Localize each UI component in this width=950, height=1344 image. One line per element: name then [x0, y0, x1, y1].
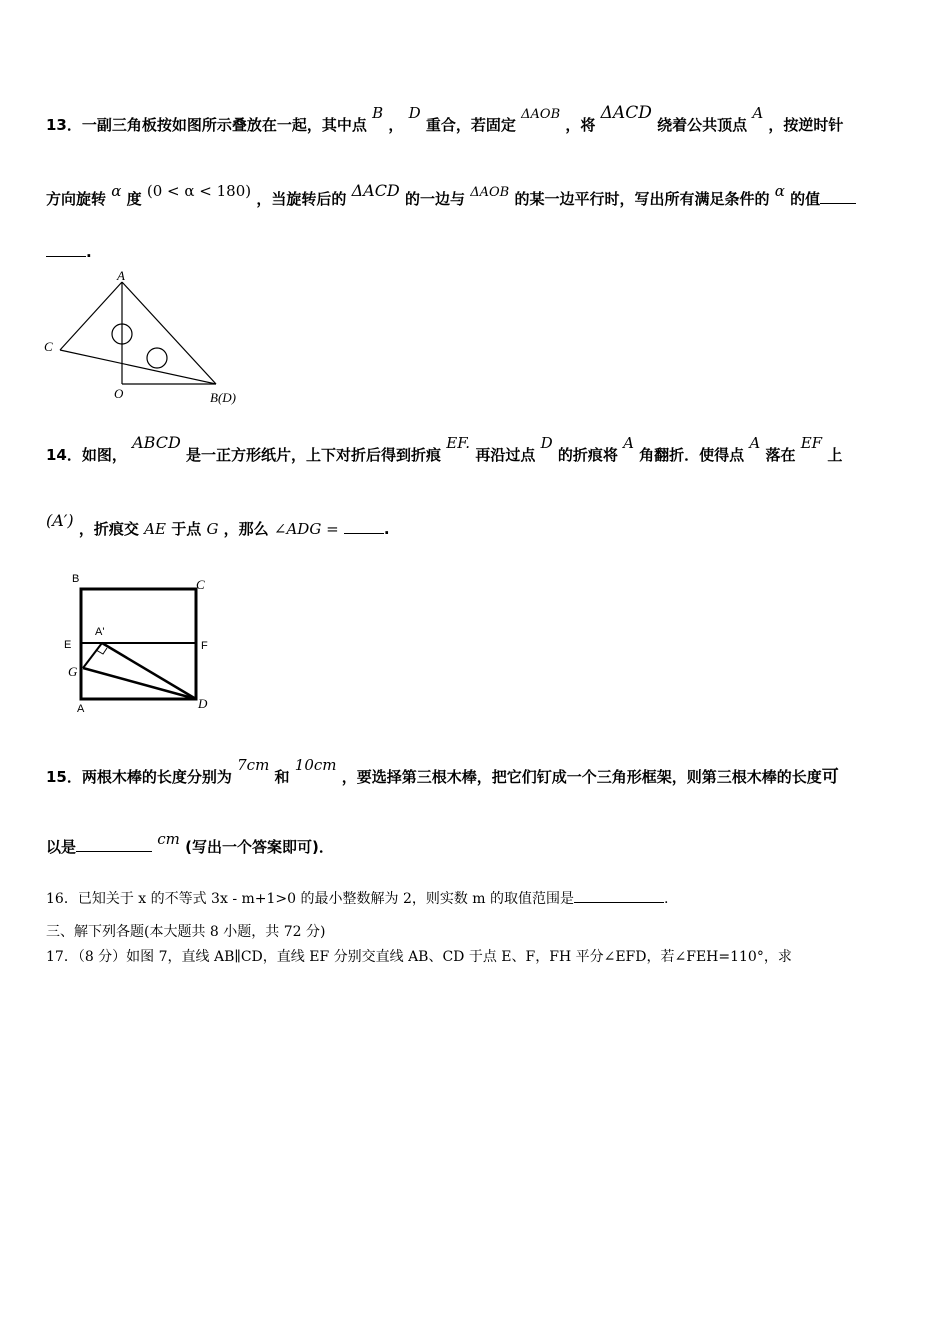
- triangle-aob-2: ΔAOB: [470, 185, 510, 200]
- fig14-label-d: D: [198, 696, 208, 711]
- fig14-label-e: E: [64, 639, 72, 651]
- q16-line: 16．已知关于 x 的不等式 3x - m+1>0 的最小整数解为 2，则实数 m 的取值范围是 .: [46, 888, 668, 908]
- q13-figure: [40, 268, 250, 408]
- fig14-label-a-prime: A': [95, 626, 105, 638]
- answer-blank-14: [344, 519, 384, 534]
- alpha-range: (0 < α < 180): [146, 182, 252, 200]
- fig14-label-g: G: [68, 664, 78, 679]
- segment-ae: AE: [144, 520, 166, 538]
- point-d: D: [408, 104, 421, 122]
- fig13-label-bd: B(D): [210, 390, 236, 405]
- line-ef: EF: [800, 434, 823, 452]
- q14-line2: (A′) ，折痕交 AE 于点 G ，那么 ∠ADG = .: [46, 511, 390, 538]
- q13-line2: 方向旋转 α 度 (0 < α < 180) ，当旋转后的 ΔACD 的一边与 ΔAOB 的某一边平行时，写出所有满足条件的 α 的值: [46, 188, 856, 209]
- answer-blank-13b: [46, 242, 86, 257]
- angle-adg: ∠ADG =: [273, 520, 339, 538]
- crease-ef: EF.: [446, 434, 471, 452]
- q14-figure: [58, 568, 228, 718]
- square-abcd: ABCD: [132, 433, 181, 452]
- answer-blank-13a: [820, 189, 856, 204]
- answer-blank-15: [76, 837, 152, 852]
- q17-line: 17．（8 分）如图 7，直线 AB∥CD，直线 EF 分别交直线 AB、CD 于点 E、F，FH 平分∠EFD，若∠FEH=110°，求: [46, 949, 792, 965]
- point-b: B: [372, 104, 384, 122]
- alpha-symbol-2: α: [774, 182, 785, 200]
- fig14-label-c: C: [196, 577, 205, 592]
- fig13-label-c: C: [44, 339, 53, 354]
- point-g: G: [206, 520, 219, 538]
- q13-line1: 13．一副三角板按如图所示叠放在一起，其中点 B ， D 重合，若固定 ΔAOB ，将 ΔACD 绕着公共顶点 A ，按逆时针: [46, 103, 844, 134]
- point-a-14: A: [623, 434, 634, 452]
- triangle-acd-2: ΔACD: [351, 181, 400, 200]
- q14-line1: 14．如图， ABCD 是一正方形纸片，上下对折后得到折痕 EF. 再沿过点 D 的折痕将 A 角翻折．使得点 A 落在 EF 上: [46, 433, 843, 464]
- fig13-label-a: A: [117, 268, 125, 283]
- length-10cm: 10cm: [294, 756, 337, 774]
- fig14-label-a: A: [77, 703, 85, 715]
- fig13-label-o: O: [114, 386, 124, 401]
- fig14-label-f: F: [201, 640, 208, 652]
- point-a-14b: A: [749, 434, 761, 452]
- triangle-acd: ΔACD: [600, 103, 652, 123]
- q13-line3: .: [46, 242, 92, 261]
- q15-line2: 以是 cm (写出一个答案即可)．: [46, 830, 334, 856]
- unit-cm: cm: [157, 830, 180, 848]
- alpha-symbol: α: [111, 182, 122, 200]
- triangle-aob: ΔAOB: [521, 107, 561, 122]
- q15-line1: 15．两根木棒的长度分别为 7cm 和 10cm ，要选择第三根木棒，把它们钉成一个三角形框架，则第三根木棒的长度可: [46, 756, 839, 787]
- answer-blank-16: [574, 888, 664, 903]
- fig14-label-b: B: [72, 573, 80, 585]
- length-7cm: 7cm: [237, 756, 270, 774]
- point-a-prime: (A′): [46, 511, 74, 530]
- section-heading: 三、解下列各题(本大题共 8 小题，共 72 分): [46, 924, 326, 940]
- point-d-14: D: [540, 434, 553, 452]
- point-a: A: [752, 104, 764, 122]
